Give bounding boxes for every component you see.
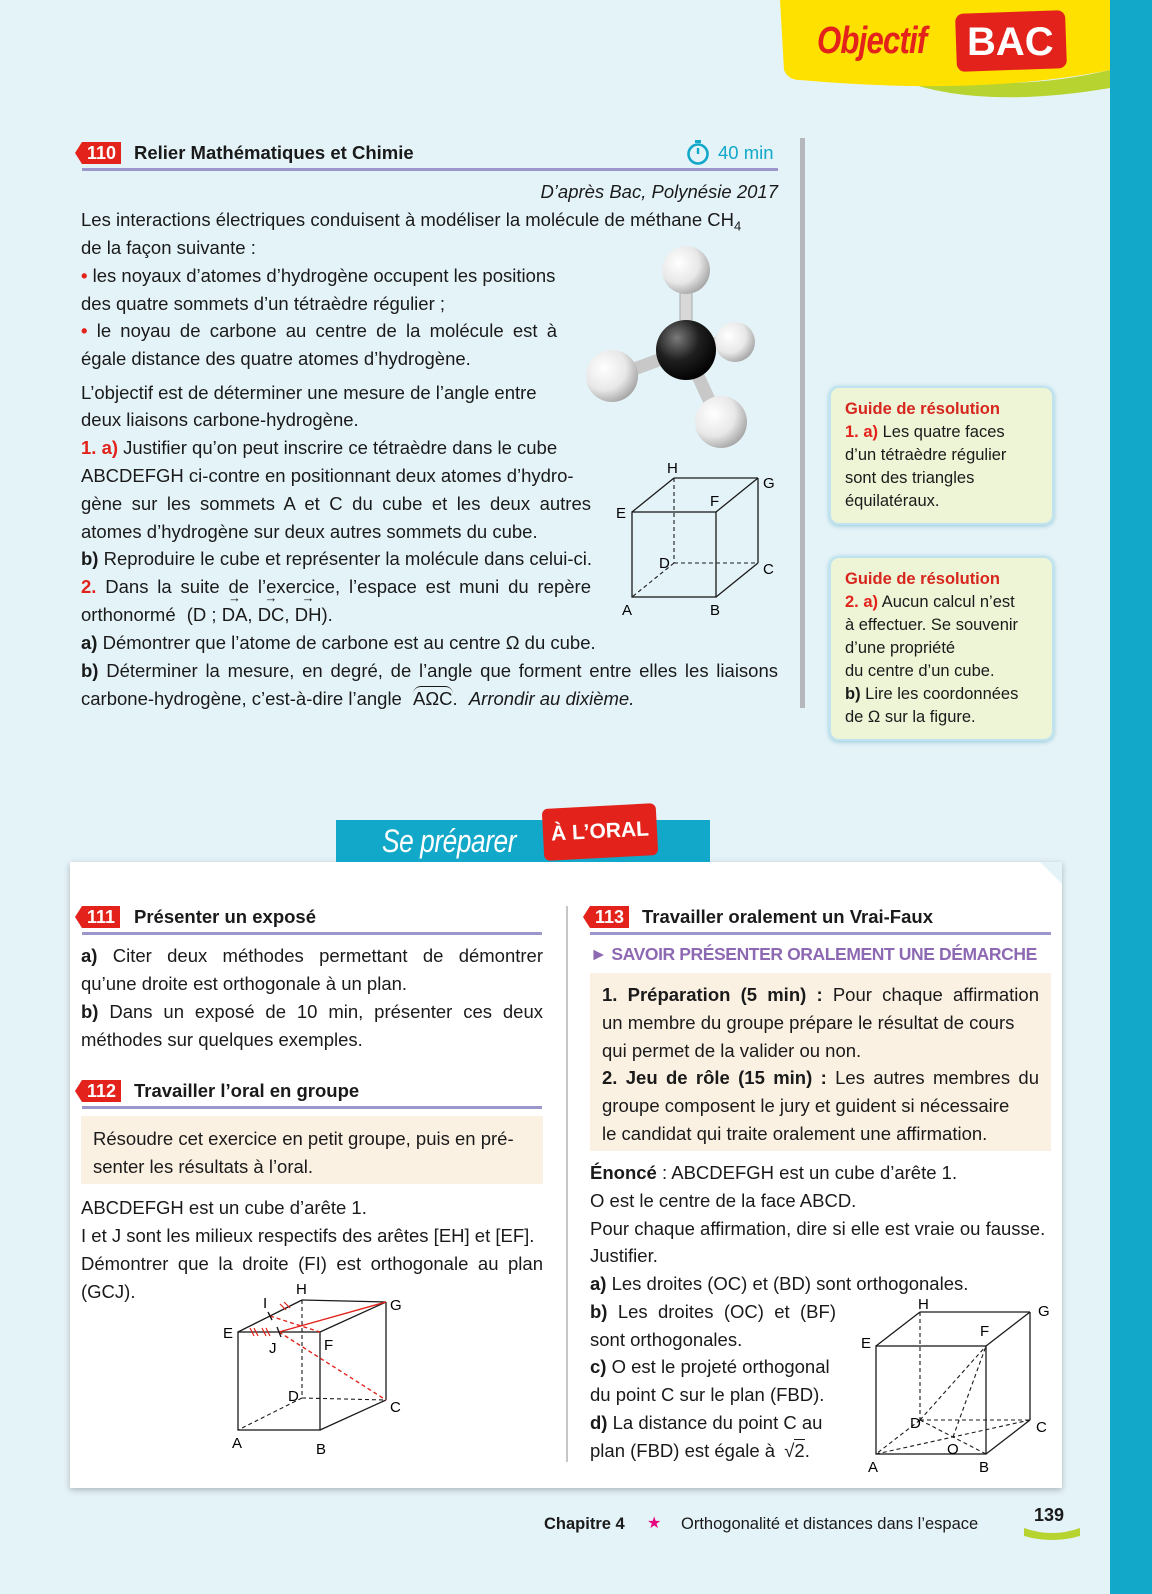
ex110-intro-text: Les interactions électriques conduisent à modéliser la molécule de méthane CH xyxy=(81,209,734,230)
q-text: O est le projeté orthogonal xyxy=(611,1356,830,1377)
cube2-label-b: B xyxy=(316,1441,327,1458)
footer-chapter: Chapitre 4 xyxy=(544,1515,625,1533)
q-label: 2. xyxy=(81,576,97,597)
cube2-label-d: D xyxy=(288,1388,299,1405)
q-text: Les droites (OC) et (BF) xyxy=(617,1301,836,1322)
oral-column-separator xyxy=(566,906,568,1462)
cube1-label-f: F xyxy=(710,493,720,510)
ex110-q1a-1 xyxy=(81,434,557,462)
guide-line: équilatéraux. xyxy=(845,492,940,510)
cube3-label-f: F xyxy=(980,1323,990,1340)
cube2-label-i: I xyxy=(263,1295,268,1312)
ex111-header xyxy=(82,902,542,935)
ex110-q1a-2: ABCDEFGH ci-contre en positionnant deux atomes d’hydro- xyxy=(81,465,574,486)
ex112-title: Travailler l’oral en groupe xyxy=(134,1080,360,1101)
q-text: Dans un exposé de 10 min, présenter ces deux xyxy=(109,1001,543,1022)
guide-line: sont des triangles xyxy=(845,469,975,487)
cube2-label-a: A xyxy=(232,1435,243,1452)
q-text: La distance du point C au xyxy=(612,1412,823,1433)
page-number: 139 xyxy=(1034,1505,1065,1525)
ex113-enonce xyxy=(590,1159,957,1187)
ex112-text-3: Démontrer que la droite (FI) est orthogonale au plan xyxy=(81,1253,543,1274)
q-label: b) xyxy=(81,1001,99,1022)
q-text: ). xyxy=(321,604,333,625)
guide-text: Les quatre faces xyxy=(882,423,1005,441)
cube1-label-g: G xyxy=(763,475,775,492)
ex113-c-2: du point C sur le plan (FBD). xyxy=(590,1384,825,1405)
cube1-label-d: D xyxy=(659,555,670,572)
ex110-q2a xyxy=(81,629,596,657)
cube3-label-e: E xyxy=(861,1335,872,1352)
bac-label: BAC xyxy=(967,20,1054,64)
q-text: Les autres membres du xyxy=(835,1067,1040,1088)
cube-diagram-112 xyxy=(220,1280,420,1460)
guide-line: d’un tétraèdre régulier xyxy=(845,446,1007,464)
guide-box-2 xyxy=(829,556,1054,741)
q-label: b) xyxy=(81,548,99,569)
ex111-title: Présenter un exposé xyxy=(134,906,316,927)
q-text: (D ; xyxy=(186,604,217,625)
ex110-bullet-2b: égale distance des quatre atomes d’hydrogène. xyxy=(81,348,471,369)
ex110-objective-2: deux liaisons carbone-hydrogène. xyxy=(81,409,359,430)
ex112-number: 112 xyxy=(82,1080,121,1102)
ex110-number: 110 xyxy=(82,142,121,164)
ex110-title: Relier Mathématiques et Chimie xyxy=(134,142,414,163)
cube3-label-b: B xyxy=(979,1459,990,1474)
ex111-b-1 xyxy=(81,998,543,1026)
ex113-header xyxy=(590,902,1051,935)
q-text: plan (FBD) est égale à xyxy=(590,1440,776,1461)
ex113-p2-1 xyxy=(602,1064,1039,1092)
cube2-label-g: G xyxy=(390,1297,402,1314)
ex110-q2-1 xyxy=(81,573,591,601)
ex113-p1-1 xyxy=(602,981,1039,1009)
ex111-b-2: méthodes sur quelques exemples. xyxy=(81,1029,363,1050)
q-text: Déterminer la mesure, en degré, de l’angle que forment entre elles les liaisons xyxy=(106,660,779,681)
ex113-c-1 xyxy=(590,1353,830,1381)
q-text: Justifier qu’on peut inscrire ce tétraèdre dans le cube xyxy=(123,437,558,458)
q-text: Pour chaque affirmation xyxy=(832,984,1039,1005)
q-label: 1. Préparation (5 min) : xyxy=(602,984,823,1005)
ex113-e4: Justifier. xyxy=(590,1245,658,1266)
cube2-label-e: E xyxy=(223,1325,234,1342)
q-label: c) xyxy=(590,1356,607,1377)
ex111-number: 111 xyxy=(82,906,120,928)
ex112-box-2: senter les résultats à l’oral. xyxy=(93,1156,314,1177)
guide-line xyxy=(845,591,1038,614)
cube-diagram-113 xyxy=(858,1296,1058,1474)
cube2-label-h: H xyxy=(296,1281,307,1298)
q-text: Reproduire le cube et représenter la molécule dans celui-ci. xyxy=(103,548,593,569)
ex113-b-2: sont orthogonales. xyxy=(590,1329,743,1350)
vector-da: DA → xyxy=(222,601,248,629)
bullet-mark: • xyxy=(81,265,88,286)
cube2-label-c: C xyxy=(390,1399,401,1416)
ex113-p2-3: le candidat qui traite oralement une affirmation. xyxy=(602,1123,988,1144)
cube3-label-d: D xyxy=(910,1415,921,1432)
q-label: a) xyxy=(81,945,98,966)
q-label: d) xyxy=(590,1412,608,1433)
cube1-label-e: E xyxy=(616,505,627,522)
oral-banner-badge: À L’ORAL xyxy=(542,803,659,861)
angle-notation: AΩC xyxy=(413,688,453,709)
footer-subject: Orthogonalité et distances dans l’espace xyxy=(681,1515,979,1533)
ex113-d-2 xyxy=(590,1437,810,1465)
cube3-label-o: O xyxy=(947,1441,959,1458)
ex113-p2-2: groupe composent le jury et guident si nécessaire xyxy=(602,1095,1010,1116)
enonce-label: Énoncé xyxy=(590,1162,657,1183)
objectif-label: Objectif xyxy=(817,20,927,62)
cube3-label-h: H xyxy=(918,1296,929,1313)
ex113-b-1 xyxy=(590,1298,836,1326)
cube1-label-b: B xyxy=(710,602,721,619)
vertical-separator xyxy=(800,138,805,708)
enonce-text: : ABCDEFGH est un cube d’arête 1. xyxy=(661,1162,958,1183)
q-text: Citer deux méthodes permettant de démontrer xyxy=(112,945,544,966)
q-label: a) xyxy=(81,632,98,653)
ex110-q2b-2: carbone-hydrogène, c’est-à-dire l’angle AΩC. Arrondir au dixième. xyxy=(81,688,635,709)
ex111-a-2: qu’une droite est orthogonale à un plan. xyxy=(81,973,408,994)
cube2-label-f: F xyxy=(324,1337,334,1354)
ex113-d-1 xyxy=(590,1409,822,1437)
cube3-label-a: A xyxy=(868,1459,879,1474)
oral-banner-prefix: Se préparer xyxy=(382,823,517,859)
q-text: Les droites (OC) et (BD) sont orthogonales. xyxy=(611,1273,969,1294)
ex110-q1a-4: atomes d’hydrogène sur deux autres sommets du cube. xyxy=(81,521,538,542)
ex110-header xyxy=(82,138,778,171)
sqrt-value: 2 xyxy=(794,1440,805,1461)
ex111-a-1 xyxy=(81,942,543,970)
timer-icon xyxy=(686,139,712,167)
ex110-intro-2: de la façon suivante : xyxy=(81,237,256,258)
ex110-q1b xyxy=(81,545,592,573)
q-label: a) xyxy=(590,1273,607,1294)
ex110-intro-sub: 4 xyxy=(734,218,742,234)
ex110-q2b-1 xyxy=(81,657,778,685)
q-text: Démontrer que l’atome de carbone est au centre Ω du cube. xyxy=(102,632,596,653)
q-text: orthonormé xyxy=(81,604,176,625)
guide-line: de Ω sur la figure. xyxy=(845,708,976,726)
ex112-box-1: Résoudre cet exercice en petit groupe, puis en pré- xyxy=(93,1128,514,1149)
q-label: 2. Jeu de rôle (15 min) : xyxy=(602,1067,827,1088)
cube3-label-g: G xyxy=(1038,1303,1050,1320)
ex110-bullet-1b: des quatre sommets d’un tétraèdre régulier ; xyxy=(81,293,446,314)
methane-molecule-image xyxy=(578,240,778,450)
ex110-objective-1: L’objectif est de déterminer une mesure de l’angle entre xyxy=(81,382,537,403)
guide-title: Guide de résolution xyxy=(845,570,1000,588)
vector-dc: DC → xyxy=(258,601,285,629)
ex112-header xyxy=(82,1076,542,1109)
ex113-title: Travailler oralement un Vrai-Faux xyxy=(642,906,933,927)
guide-line xyxy=(845,421,1038,444)
ex110-bullet-1a xyxy=(81,262,555,290)
guide-text: Lire les coordonnées xyxy=(865,685,1019,703)
bullet-mark: • xyxy=(81,320,88,341)
cube1-label-c: C xyxy=(763,561,774,578)
bullet-text: les noyaux d’atomes d’hydrogène occupent les positions xyxy=(92,265,556,286)
page-number-underline xyxy=(1022,1524,1082,1542)
ex113-a xyxy=(590,1270,968,1298)
guide-line: à effectuer. Se souvenir xyxy=(845,616,1019,634)
ex110-bullet-2a xyxy=(81,317,557,345)
bullet-text: le noyau de carbone au centre de la molécule est à xyxy=(96,320,557,341)
guide-label: 2. a) xyxy=(845,593,879,611)
cube-diagram-110 xyxy=(612,458,792,623)
q-text: Arrondir au dixième. xyxy=(468,688,635,709)
ex113-p1-2: un membre du groupe prépare le résultat de cours xyxy=(602,1012,1015,1033)
q-text: carbone-hydrogène, c’est-à-dire l’angle xyxy=(81,688,402,709)
cube1-label-a: A xyxy=(622,602,633,619)
ex110-q1a-3: gène sur les sommets A et C du cube et les deux autres xyxy=(81,493,591,514)
ex110-source: D’après Bac, Polynésie 2017 xyxy=(540,181,778,202)
guide-label: b) xyxy=(845,685,861,703)
guide-text: Aucun calcul n’est xyxy=(881,593,1015,611)
ex110-time: 40 min xyxy=(718,142,774,163)
q-label: 1. a) xyxy=(81,437,119,458)
ex112-text-4: (GCJ). xyxy=(81,1281,136,1302)
cube2-label-j: J xyxy=(269,1340,277,1357)
sqrt-symbol: √ xyxy=(784,1440,795,1461)
footer-star-icon: ★ xyxy=(647,1515,662,1532)
guide-box-1 xyxy=(829,386,1054,525)
ex113-number: 113 xyxy=(590,906,629,928)
ex112-text-2: I et J sont les milieux respectifs des arêtes [EH] et [EF]. xyxy=(81,1225,535,1246)
vector-dh: DH → xyxy=(295,601,322,629)
ex113-e2: O est le centre de la face ABCD. xyxy=(590,1190,857,1211)
guide-title: Guide de résolution xyxy=(845,400,1000,418)
ex113-skill: ► SAVOIR PRÉSENTER ORALEMENT UNE DÉMARCHE xyxy=(590,944,1037,964)
ex110-q2-2: orthonormé (D ; DA →, DC →, DH →). xyxy=(81,601,333,629)
ex112-text-1: ABCDEFGH est un cube d’arête 1. xyxy=(81,1197,367,1218)
cube3-label-c: C xyxy=(1036,1419,1047,1436)
right-margin-bar xyxy=(1110,0,1152,1594)
ex113-p1-3: qui permet de la valider ou non. xyxy=(602,1040,862,1061)
guide-line: du centre d’un cube. xyxy=(845,662,995,680)
q-text: Dans la suite de l’exercice, l’espace est muni du repère xyxy=(105,576,591,597)
q-label: b) xyxy=(590,1301,608,1322)
guide-line xyxy=(845,683,1038,706)
panel-corner-fold xyxy=(1040,860,1070,890)
ex113-e3: Pour chaque affirmation, dire si elle est vraie ou fausse. xyxy=(590,1218,1046,1239)
guide-line: d’une propriété xyxy=(845,639,956,657)
cube1-label-h: H xyxy=(667,460,678,477)
q-label: b) xyxy=(81,660,99,681)
guide-label: 1. a) xyxy=(845,423,879,441)
q-text: . xyxy=(804,1440,810,1461)
